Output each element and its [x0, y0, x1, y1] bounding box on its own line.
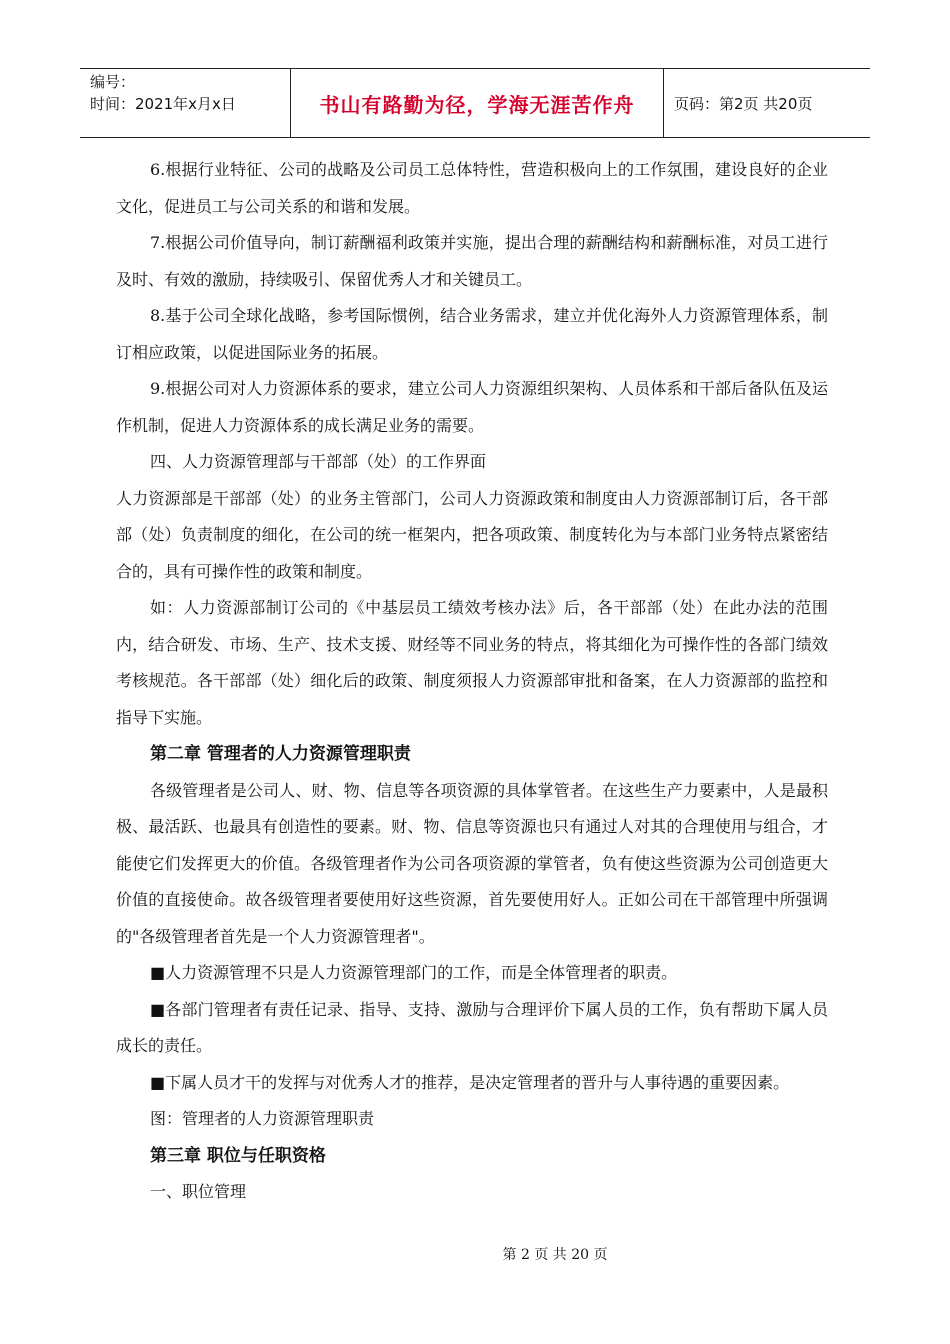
paragraph: ■各部门管理者有责任记录、指导、支持、激励与合理评价下属人员的工作，负有帮助下属人员成长的责任。 — [116, 999, 828, 1055]
paragraph: 人力资源部是干部部（处）的业务主管部门，公司人力资源政策和制度由人力资源部制订后，各干部部（处）负责制度的细化，在公司的统一框架内，把各项政策、制度转化为与本部门业务特点紧密结合的，具有可操作性的政策和制度。 — [116, 488, 828, 581]
page-footer: 第 2 页 共 20 页 — [502, 1247, 608, 1263]
paragraph: 7.根据公司价值导向，制订薪酬福利政策并实施，提出合理的薪酬结构和薪酬标准，对员工进行及时、有效的激励，持续吸引、保留优秀人才和关键员工。 — [116, 233, 828, 289]
paragraph: 如：人力资源部制订公司的《中基层员工绩效考核办法》后，各干部部（处）在此办法的范围内，结合研发、市场、生产、技术支援、财经等不同业务的特点，将其细化为可操作性的各部门绩效考核规范。各干部部（处）细化后的政策、制度须报人力资源部审批和备案，在人力资源部的监控和指导下实施。 — [116, 598, 828, 727]
document-body — [116, 152, 828, 1211]
chapter-heading: 第二章 管理者的人力资源管理职责 — [150, 744, 411, 764]
paragraph: 图：管理者的人力资源管理职责 — [150, 1109, 375, 1128]
header-motto: 书山有路勤为径，学海无涯苦作舟 — [291, 69, 664, 137]
time-label: 时间：2021年x月x日 — [90, 95, 236, 113]
paragraph: 各级管理者是公司人、财、物、信息等各项资源的具体掌管者。在这些生产力要素中，人是最积极、最活跃、也最具有创造性的要素。财、物、信息等资源也只有通过人对其的合理使用与组合，才能使它们发挥更大的价值。各级管理者作为公司各项资源的掌管者，负有使这些资源为公司创造更大价值的直接使命。故各级管理者要使用好这些资源，首先要使用好人。正如公司在干部管理中所强调的"各级管理者首先是一个人力资源管理者"。 — [116, 780, 828, 946]
header-page-label: 页码：第2页 共20页 — [674, 94, 813, 113]
chapter-heading: 第三章 职位与任职资格 — [150, 1145, 326, 1166]
paragraph: 9.根据公司对人力资源体系的要求，建立公司人力资源组织架构、人员体系和干部后备队伍及运作机制，促进人力资源体系的成长满足业务的需要。 — [116, 379, 828, 435]
paragraph: ■下属人员才干的发挥与对优秀人才的推荐，是决定管理者的晋升与人事待遇的重要因素。 — [150, 1072, 790, 1092]
paragraph: 一、职位管理 — [150, 1182, 247, 1201]
header-info-cell — [80, 69, 291, 137]
paragraph: 四、人力资源管理部与干部部（处）的工作界面 — [150, 452, 487, 471]
paragraph: 8.基于公司全球化战略，参考国际惯例，结合业务需求，建立并优化海外人力资源管理体系，制订相应政策，以促进国际业务的拓展。 — [116, 306, 828, 362]
page-header — [80, 68, 870, 138]
paragraph: 6.根据行业特征、公司的战略及公司员工总体特性，营造积极向上的工作氛围，建设良好的企业文化，促进员工与公司关系的和谐和发展。 — [116, 160, 828, 216]
number-label: 编号： — [90, 73, 136, 91]
paragraph: ■人力资源管理不只是人力资源管理部门的工作，而是全体管理者的职责。 — [150, 963, 678, 982]
